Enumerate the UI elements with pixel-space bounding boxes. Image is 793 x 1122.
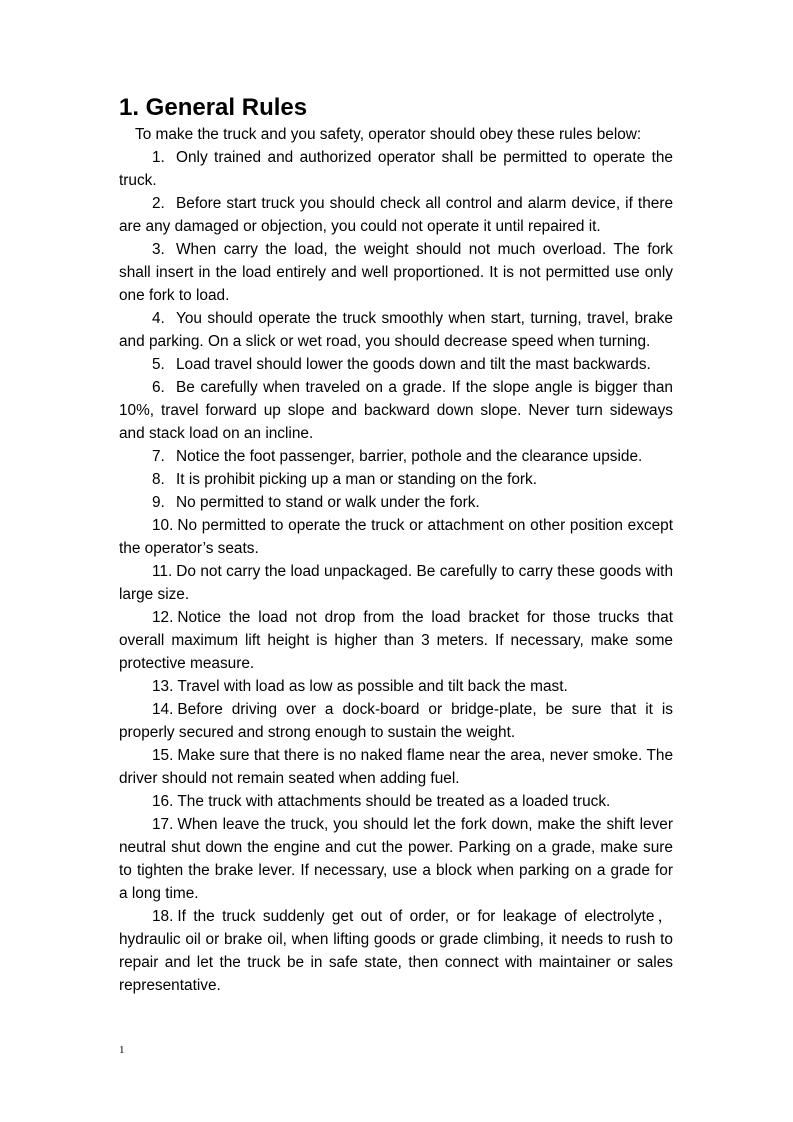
rule-item bbox=[119, 905, 673, 997]
rules-list bbox=[119, 146, 673, 997]
rule-item bbox=[119, 468, 673, 491]
rule-number: 16. bbox=[152, 793, 174, 810]
rule-number: 2. bbox=[152, 195, 165, 212]
rule-number: 3. bbox=[152, 241, 165, 258]
rule-number: 14. bbox=[152, 701, 174, 718]
rule-item bbox=[119, 353, 673, 376]
section-heading: 1. General Rules bbox=[119, 94, 308, 121]
rule-text: Do not carry the load unpackaged. Be carefully to carry these goods with large size. bbox=[119, 563, 673, 603]
rule-item bbox=[119, 307, 673, 353]
rule-text: Only trained and authorized operator shall be permitted to operate the truck. bbox=[119, 149, 673, 189]
rule-text: Travel with load as low as possible and tilt back the mast. bbox=[177, 678, 568, 695]
rule-number: 15. bbox=[152, 747, 174, 764]
rule-item bbox=[119, 445, 673, 468]
rule-number: 7. bbox=[152, 448, 165, 465]
rule-item bbox=[119, 790, 673, 813]
rule-item bbox=[119, 560, 673, 606]
rule-number: 1. bbox=[152, 149, 165, 166]
rule-text: Be carefully when traveled on a grade. If the slope angle is bigger than 10%, travel forward up slope and backward down slope. Never turn sideways and stack load on an incline. bbox=[119, 379, 673, 442]
rule-text: It is prohibit picking up a man or standing on the fork. bbox=[176, 471, 538, 488]
rule-item bbox=[119, 606, 673, 675]
rule-text: No permitted to operate the truck or attachment on other position except the operator’s seats. bbox=[119, 517, 673, 557]
intro-paragraph: To make the truck and you safety, operator should obey these rules below: bbox=[135, 126, 642, 143]
rule-text: When carry the load, the weight should not much overload. The fork shall insert in the load entirely and well proportioned. It is not permitted use only one fork to load. bbox=[119, 241, 673, 304]
rule-text: Notice the foot passenger, barrier, pothole and the clearance upside. bbox=[176, 448, 643, 465]
rule-text: The truck with attachments should be treated as a loaded truck. bbox=[177, 793, 611, 810]
rule-item bbox=[119, 376, 673, 445]
page-number: 1 bbox=[119, 1044, 125, 1056]
rule-item bbox=[119, 698, 673, 744]
rule-item bbox=[119, 192, 673, 238]
rule-text: You should operate the truck smoothly when start, turning, travel, brake and parking. On a slick or wet road, you should decrease speed when turning. bbox=[119, 310, 673, 350]
rule-item bbox=[119, 744, 673, 790]
rule-number: 5. bbox=[152, 356, 165, 373]
rule-number: 9. bbox=[152, 494, 165, 511]
rule-number: 12. bbox=[152, 609, 174, 626]
rule-number: 17. bbox=[152, 816, 174, 833]
rule-text: If the truck suddenly get out of order, or for leakage of electrolyte，hydraulic oil or brake oil, when lifting goods or grade climbing, it needs to rush to repair and let the truck be in safe state, then connect with maintainer or sales representative. bbox=[119, 908, 673, 994]
rule-item bbox=[119, 514, 673, 560]
rule-item bbox=[119, 675, 673, 698]
rule-item bbox=[119, 238, 673, 307]
rule-text: When leave the truck, you should let the fork down, make the shift lever neutral shut down the engine and cut the power. Parking on a grade, make sure to tighten the brake lever. If necessary, use a block when parking on a grade for a long time. bbox=[119, 816, 673, 902]
rule-item bbox=[119, 491, 673, 514]
rule-item bbox=[119, 813, 673, 905]
rule-text: No permitted to stand or walk under the fork. bbox=[176, 494, 480, 511]
rule-number: 4. bbox=[152, 310, 165, 327]
rule-number: 8. bbox=[152, 471, 165, 488]
rule-text: Before driving over a dock-board or bridge-plate, be sure that it is properly secured and strong enough to sustain the weight. bbox=[119, 701, 673, 741]
rule-number: 10. bbox=[152, 517, 174, 534]
rule-text: Before start truck you should check all control and alarm device, if there are any damaged or objection, you could not operate it until repaired it. bbox=[119, 195, 673, 235]
rule-number: 18. bbox=[152, 908, 174, 925]
rule-number: 11. bbox=[152, 563, 173, 580]
rule-item bbox=[119, 146, 673, 192]
rule-number: 13. bbox=[152, 678, 174, 695]
rule-text: Notice the load not drop from the load bracket for those trucks that overall maximum lift height is higher than 3 meters. If necessary, make some protective measure. bbox=[119, 609, 673, 672]
rule-number: 6. bbox=[152, 379, 165, 396]
rule-text: Load travel should lower the goods down and tilt the mast backwards. bbox=[176, 356, 651, 373]
rule-text: Make sure that there is no naked flame near the area, never smoke. The driver should not remain seated when adding fuel. bbox=[119, 747, 673, 787]
